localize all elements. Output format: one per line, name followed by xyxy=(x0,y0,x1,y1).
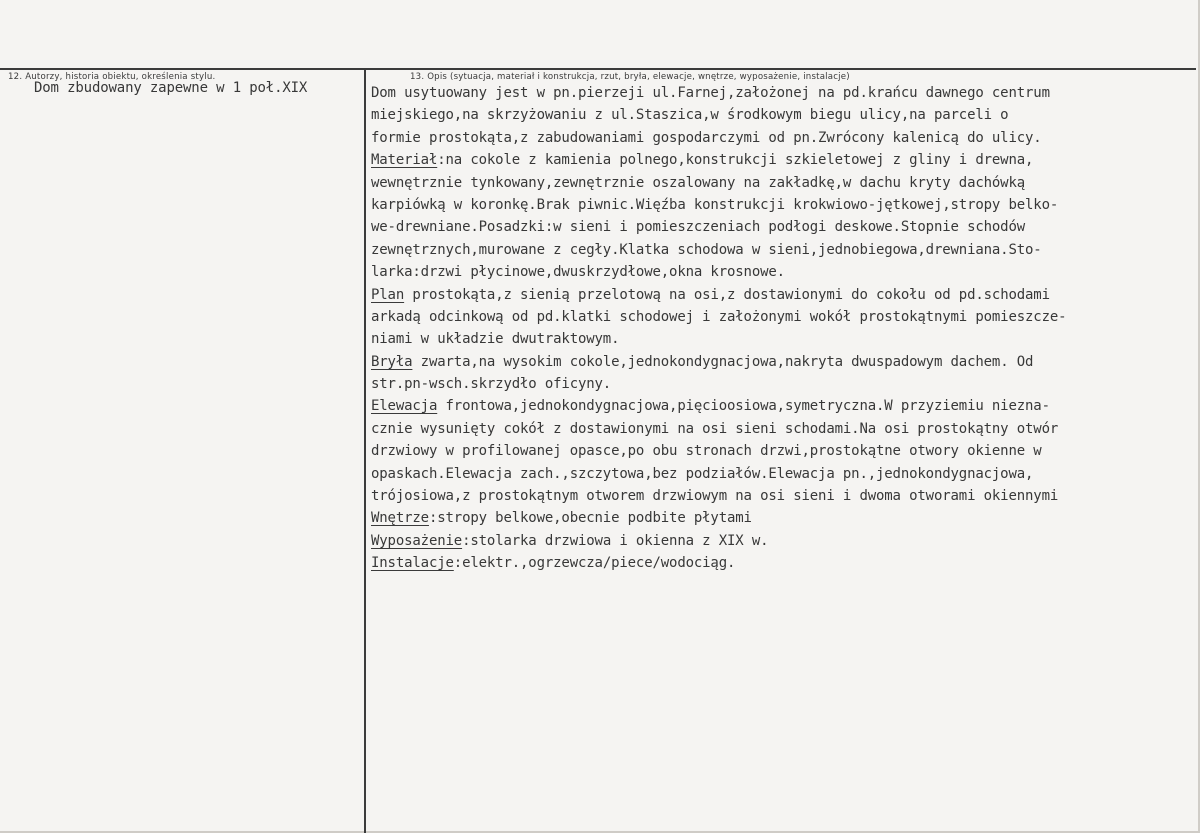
description-line xyxy=(371,373,1196,395)
description-line-text: larka:drzwi płycinowe,dwuskrzydłowe,okna krosnowe. xyxy=(371,264,785,281)
description-line-text: frontowa,jednokondygnacjowa,pięcioosiowa,symetryczna.W przyziemiu niezna- xyxy=(437,398,1050,415)
description-line-text: str.pn-wsch.skrzydło oficyny. xyxy=(371,376,612,393)
description-line xyxy=(371,194,1196,216)
description-line-text: :stropy belkowe,obecnie podbite płytami xyxy=(428,510,752,527)
description-line-text: we-drewniane.Posadzki:w sieni i pomieszczeniach podłogi deskowe.Stopnie schodów xyxy=(371,219,1026,236)
description-line xyxy=(371,328,1196,350)
section-heading: Instalacje xyxy=(371,555,454,572)
description-line-text: drzwiowy w profilowanej opasce,po obu stronach drzwi,prostokątne otwory okienne w xyxy=(371,443,1042,460)
description-line xyxy=(371,507,1196,529)
description-line xyxy=(371,485,1196,507)
field-13-label: 13. Opis (sytuacja, materiał i konstrukcja, rzut, bryła, elewacje, wnętrze, wyposażenie, instalacje) xyxy=(410,72,850,82)
section-heading: Bryła xyxy=(371,353,413,370)
description-line xyxy=(371,149,1196,171)
description-line-text: cznie wysunięty cokół z dostawionymi na osi sieni schodami.Na osi prostokątny otwór xyxy=(371,420,1059,437)
description-line xyxy=(371,239,1196,261)
authors-history-text: Dom zbudowany zapewne w 1 poł.XIX xyxy=(34,80,308,96)
vertical-divider xyxy=(364,68,366,833)
description-line xyxy=(371,284,1196,306)
description-line-text: opaskach.Elewacja zach.,szczytowa,bez podziałów.Elewacja pn.,jednokondygnacjowa, xyxy=(371,465,1034,482)
description-line-text: arkadą odcinkową od pd.klatki schodowej i założonymi wokół prostokątnymi pomieszcze- xyxy=(371,308,1067,325)
section-heading: Plan xyxy=(371,286,405,303)
description-line xyxy=(371,418,1196,440)
description-line-text: karpiówką w koronkę.Brak piwnic.Więźba konstrukcji krokwiowo-jętkowej,stropy belko- xyxy=(371,196,1059,213)
description-line xyxy=(371,216,1196,238)
description-line xyxy=(371,172,1196,194)
description-line xyxy=(371,82,1196,104)
section-heading: Wyposażenie xyxy=(371,532,463,549)
description-line xyxy=(371,261,1196,283)
description-line-text: formie prostokąta,z zabudowaniami gospodarczymi od pn.Zwrócony kalenicą do ulicy. xyxy=(371,129,1042,146)
description-line-text: trójosiowa,z prostokątnym otworem drzwiowym na osi sieni i dwoma otworami okiennymi xyxy=(371,488,1059,505)
description-line-text: miejskiego,na skrzyżowaniu z ul.Staszica,w środkowym biegu ulicy,na parceli o xyxy=(371,107,1009,124)
description-line-text: Dom usytuowany jest w pn.pierzeji ul.Farnej,założonej na pd.krańcu dawnego centrum xyxy=(371,85,1050,101)
description-line xyxy=(371,306,1196,328)
description-line-text: :na cokole z kamienia polnego,konstrukcji szkieletowej z gliny i drewna, xyxy=(437,152,1034,169)
horizontal-divider xyxy=(0,68,1196,70)
description-line xyxy=(371,530,1196,552)
description-text xyxy=(371,82,1196,575)
field-12-label: 12. Autorzy, historia obiektu, określenia stylu. xyxy=(8,72,216,82)
description-line-text: zwarta,na wysokim cokole,jednokondygnacjowa,nakryta dwuspadowym dachem. Od xyxy=(412,353,1034,370)
description-line-text: :stolarka drzwiowa i okienna z XIX w. xyxy=(462,532,769,549)
description-line-text: zewnętrznych,murowane z cegły.Klatka schodowa w sieni,jednobiegowa,drewniana.Sto- xyxy=(371,241,1042,258)
description-line xyxy=(371,104,1196,126)
section-heading: Elewacja xyxy=(371,398,438,415)
description-line-text: wewnętrznie tynkowany,zewnętrznie oszalowany na zakładkę,w dachu kryty dachówką xyxy=(371,174,1026,191)
description-line-text: prostokąta,z sienią przelotową na osi,z dostawionymi do cokołu od pd.schodami xyxy=(404,286,1050,303)
description-line xyxy=(371,440,1196,462)
description-line-text: niami w układzie dwutraktowym. xyxy=(371,331,620,348)
description-line xyxy=(371,552,1196,574)
description-line xyxy=(371,395,1196,417)
description-line xyxy=(371,351,1196,373)
description-line xyxy=(371,127,1196,149)
section-heading: Wnętrze xyxy=(371,510,429,527)
description-line xyxy=(371,463,1196,485)
description-line-text: :elektr.,ogrzewcza/piece/wodociąg. xyxy=(453,555,736,572)
section-heading: Materiał xyxy=(371,152,438,169)
